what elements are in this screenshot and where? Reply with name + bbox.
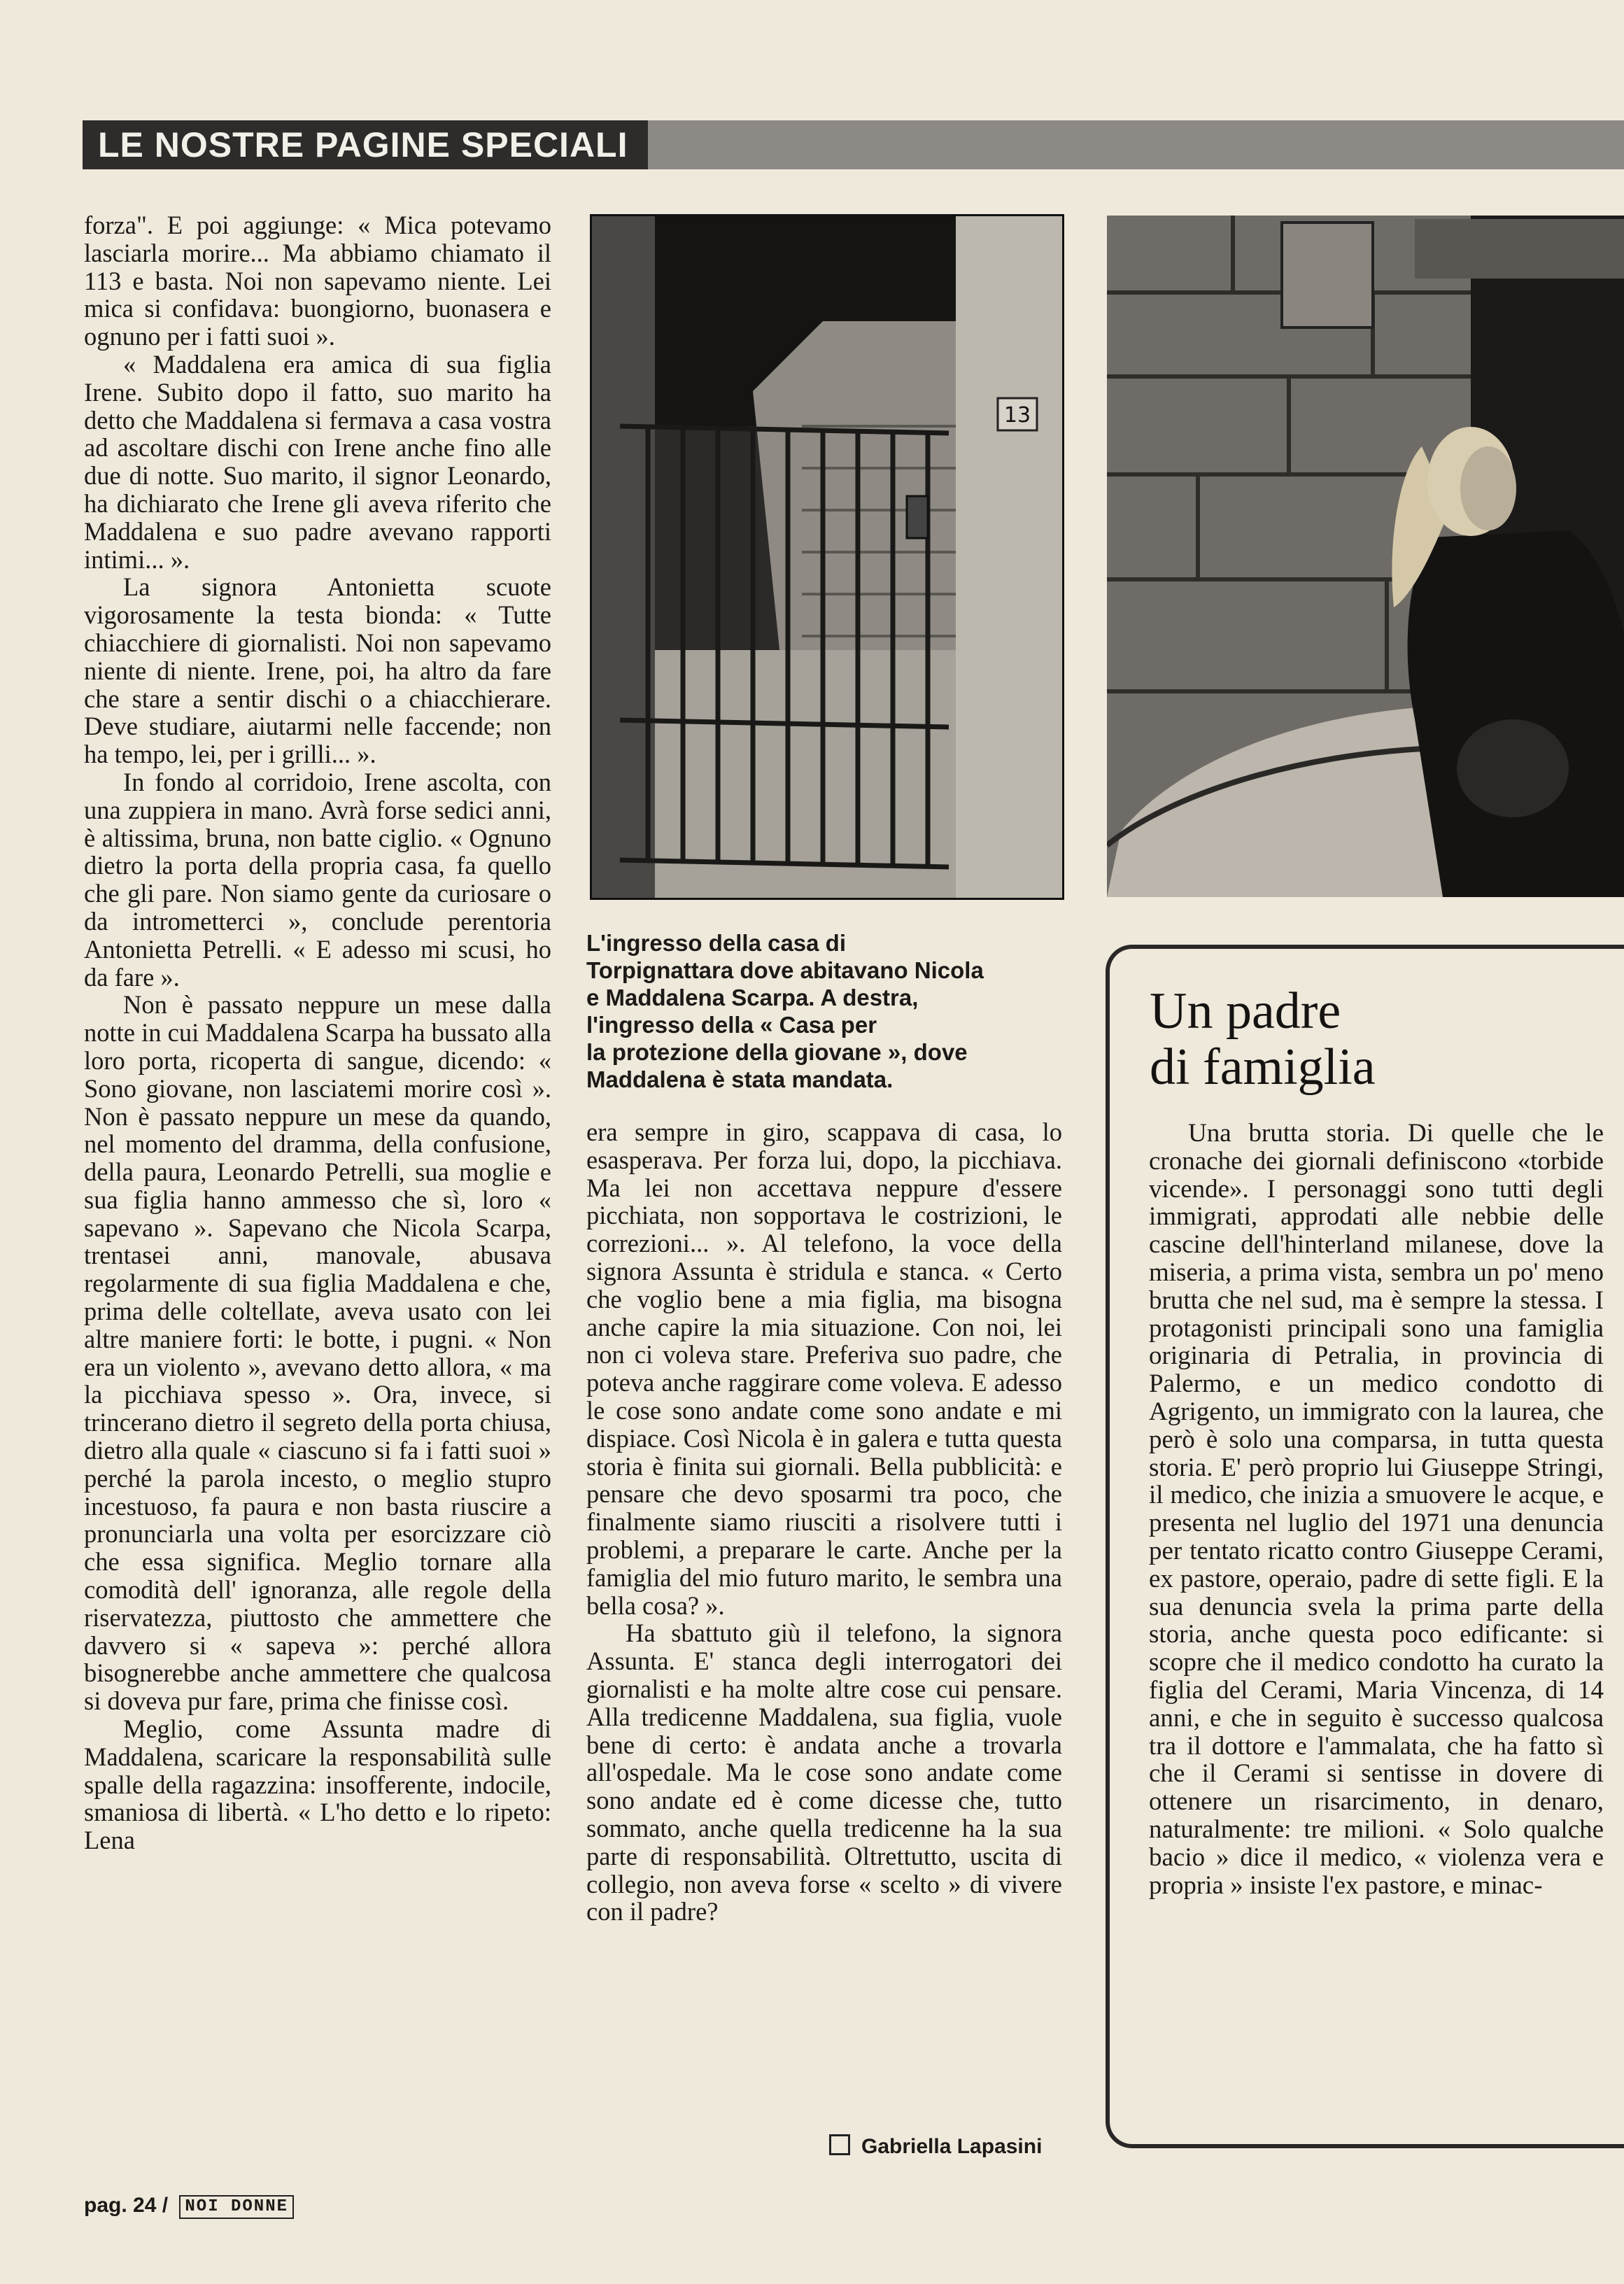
house-number-plate: 13 xyxy=(1003,403,1031,428)
article-middle-column xyxy=(586,1118,1062,1926)
caption-line: Torpignattara dove abitavano Nicola xyxy=(586,957,984,983)
section-banner xyxy=(83,120,1624,169)
photo-entrance-torpignattara xyxy=(590,214,1064,900)
photo-gate-stairs-illustration xyxy=(592,216,1062,898)
paragraph: era sempre in giro, scappava di casa, lo esasperava. Per forza lui, dopo, la picchiava. Ma lei non accettava neppure d'essere picchiata, non sopportava le costrizioni, le correzioni... ». Al telefono, la voce della signora Assunta è stridula e stanca. « Certo che voglio bene a mia figlia, ma bisogna anche capire la mia situazione. Con noi, lei non ci voleva stare. Preferiva suo padre, che poteva anche raggirare come voleva. E adesso le cose sono andate come sono andate e mi dispiace. Così Nicola è in galera e tutta questa storia è finita sui giornali. Bella pubblicità: e pensare che devo sposarmi tra poco, che finalmente siamo riusciti a risolvere tutti i problemi, a preparare le carte. Anche per la famiglia del mio futuro marito, le sembra una bella cosa? ». xyxy=(586,1118,1062,1620)
sidebar-text xyxy=(1149,1120,1604,1899)
sidebar-title xyxy=(1150,983,1583,1095)
page-footer xyxy=(84,2192,294,2220)
caption-line: l'ingresso della « Casa per xyxy=(586,1012,877,1038)
photo-caption xyxy=(586,929,1069,1093)
paragraph: « Maddalena era amica di sua figlia Irene. Subito dopo il fatto, suo marito ha detto che Maddalena si fermava a casa vostra ad ascoltare dischi con Irene anche fino alle due di notte. Suo marito, il signor Leonardo, ha dichiarato che Irene gli aveva riferito che Maddalena e suo padre avevano rapporti intimi... ». xyxy=(84,349,551,574)
author-name: Gabriella Lapasini xyxy=(861,2135,1043,2158)
article-left-column xyxy=(84,211,551,1854)
section-title: LE NOSTRE PAGINE SPECIALI xyxy=(83,120,648,169)
paragraph: Meglio, come Assunta madre di Maddalena, scaricare la responsabilità sulle spalle della ragazzina: insofferente, indocile, smaniosa di libertà. « L'ho detto e lo ripeto: Lena xyxy=(84,1714,551,1855)
sidebar-title-line: Un padre xyxy=(1150,982,1341,1040)
caption-line: la protezione della giovane », dove xyxy=(586,1039,968,1065)
caption-line: e Maddalena Scarpa. A destra, xyxy=(586,985,919,1010)
page-number: pag. 24 / xyxy=(84,2194,169,2217)
author-signature xyxy=(829,2134,1042,2159)
paragraph: In fondo al corridoio, Irene ascolta, con una zuppiera in mano. Avrà forse sedici anni, è altissima, bruna, non batte ciglio. « Ognuno dietro la porta della propria casa, fa quello che gli pare. Non siamo gente da curiosare o da intrometterci », conclude perentoria Antonietta Petrelli. « E adesso mi scusi, ho da fare ». xyxy=(84,767,551,992)
paragraph: Ha sbattuto giù il telefono, la signora Assunta. E' stanca degli interrogatori dei giornalisti e ha molte altre cose cui pensare. Alla tredicenne Maddalena, sua figlia, vuole bene di certo: è andata anche a trovarla all'ospedale. Ma le cose sono andate come sono andate ed è come dicesse che, tutto sommato, anche quella tredicenne ha la sua parte di responsabilità. Oltrettutto, uscita di collegio, non aveva forse « scelto » di vivere con il padre? xyxy=(586,1619,1062,1926)
paragraph: La signora Antonietta scuote vigorosamente la testa bionda: « Tutte chiacchiere di giornalisti. Noi non sapevamo niente di niente. Irene, poi, ha altro da fare che stare a sentir dischi o a chiacchierare. Deve studiare, aiutarmi nelle faccende; non ha tempo, lei, per i grilli... ». xyxy=(84,572,551,769)
paragraph: Non è passato neppure un mese dalla notte in cui Maddalena Scarpa ha bussato alla loro porta, ricoperta di sangue, dicendo: « Sono giovane, non lasciatemi morire così ». Non è passato neppure un mese da quando, nel momento del dramma, della confusione, della paura, Leonardo Petrelli, sua moglie e sua figlia hanno ammesso che sì, loro « sapevano ». Sapevano che Nicola Scarpa, trentasei anni, manovale, abusava regolarmente di sua figlia Maddalena e che, prima delle coltellate, aveva usato con lei altre maniere forti: le botte, i pugni. « Non era un violento », avevano detto allora, « ma la picchiava spesso ». Ora, invece, si trincerano dietro il segreto della porta chiusa, dietro alla quale « ciascuno si fa i fatti suoi » perché la parola incesto, o meglio stupro incestuoso, fa paura e non basta riuscire a pronunciarla una volta per esorcizzare ciò che essa significa. Meglio tornare alla comodità dell' ignoranza, alle regole della riservatezza, piuttosto che ammettere che davvero si « sapeva »: perché allora bisognerebbe anche ammettere che qualcosa si doveva pur fare, prima che finisse così. xyxy=(84,990,551,1716)
paragraph: forza". E poi aggiunge: « Mica potevamo lasciarla morire... Ma abbiamo chiamato il 113 e basta. Noi non sapevamo niente. Lei mica si confidava: buongiorno, buonasera e ognuno per i fatti suoi ». xyxy=(84,211,551,351)
caption-line: L'ingresso della casa di xyxy=(586,930,846,956)
magazine-logo: NOI DONNE xyxy=(179,2195,294,2219)
photo-casa-protezione-giovane xyxy=(1107,216,1624,897)
sidebar-title-line: di famiglia xyxy=(1150,1038,1376,1096)
caption-line: Maddalena è stata mandata. xyxy=(586,1066,894,1092)
end-mark-square-icon xyxy=(829,2134,850,2155)
photo-woman-doorway-illustration xyxy=(1107,216,1624,897)
paragraph: Una brutta storia. Di quelle che le cronache dei giornali definiscono «torbide vicende». I personaggi sono tutti degli immigrati, approdati alle nebbie delle cascine dell'hinterland milanese, dove la miseria, a prima vista, sembra un po' meno brutta che nel sud, ma è sempre la stessa. I protagonisti principali sono una famiglia originaria di Petralia, in provincia di Palermo, e un medico condotto di Agrigento, un immigrato con la laurea, che però è solo una comparsa, in tutta questa storia. E' però proprio lui Giuseppe Stringi, il medico, che inizia a smuovere le acque, e presenta nel luglio del 1971 una denuncia per tentato ricatto contro Giuseppe Cerami, ex pastore, operaio, padre di sette figli. E la sua denuncia svela la prima parte della storia, anche questa poco edificante: si scopre che il medico condotto ha curato la figlia del Cerami, Maria Vincenza, di 14 anni, e che in seguito è successo qualcosa tra il dottore e l'ammalata, che ha fatto sì che il Cerami si sentisse in dovere di ottenere un risarcimento, in denaro, naturalmente: tre milioni. « Solo qualche bacio » dice il medico, « violenza vera e propria » insiste l'ex pastore, e minac- xyxy=(1149,1119,1604,1900)
